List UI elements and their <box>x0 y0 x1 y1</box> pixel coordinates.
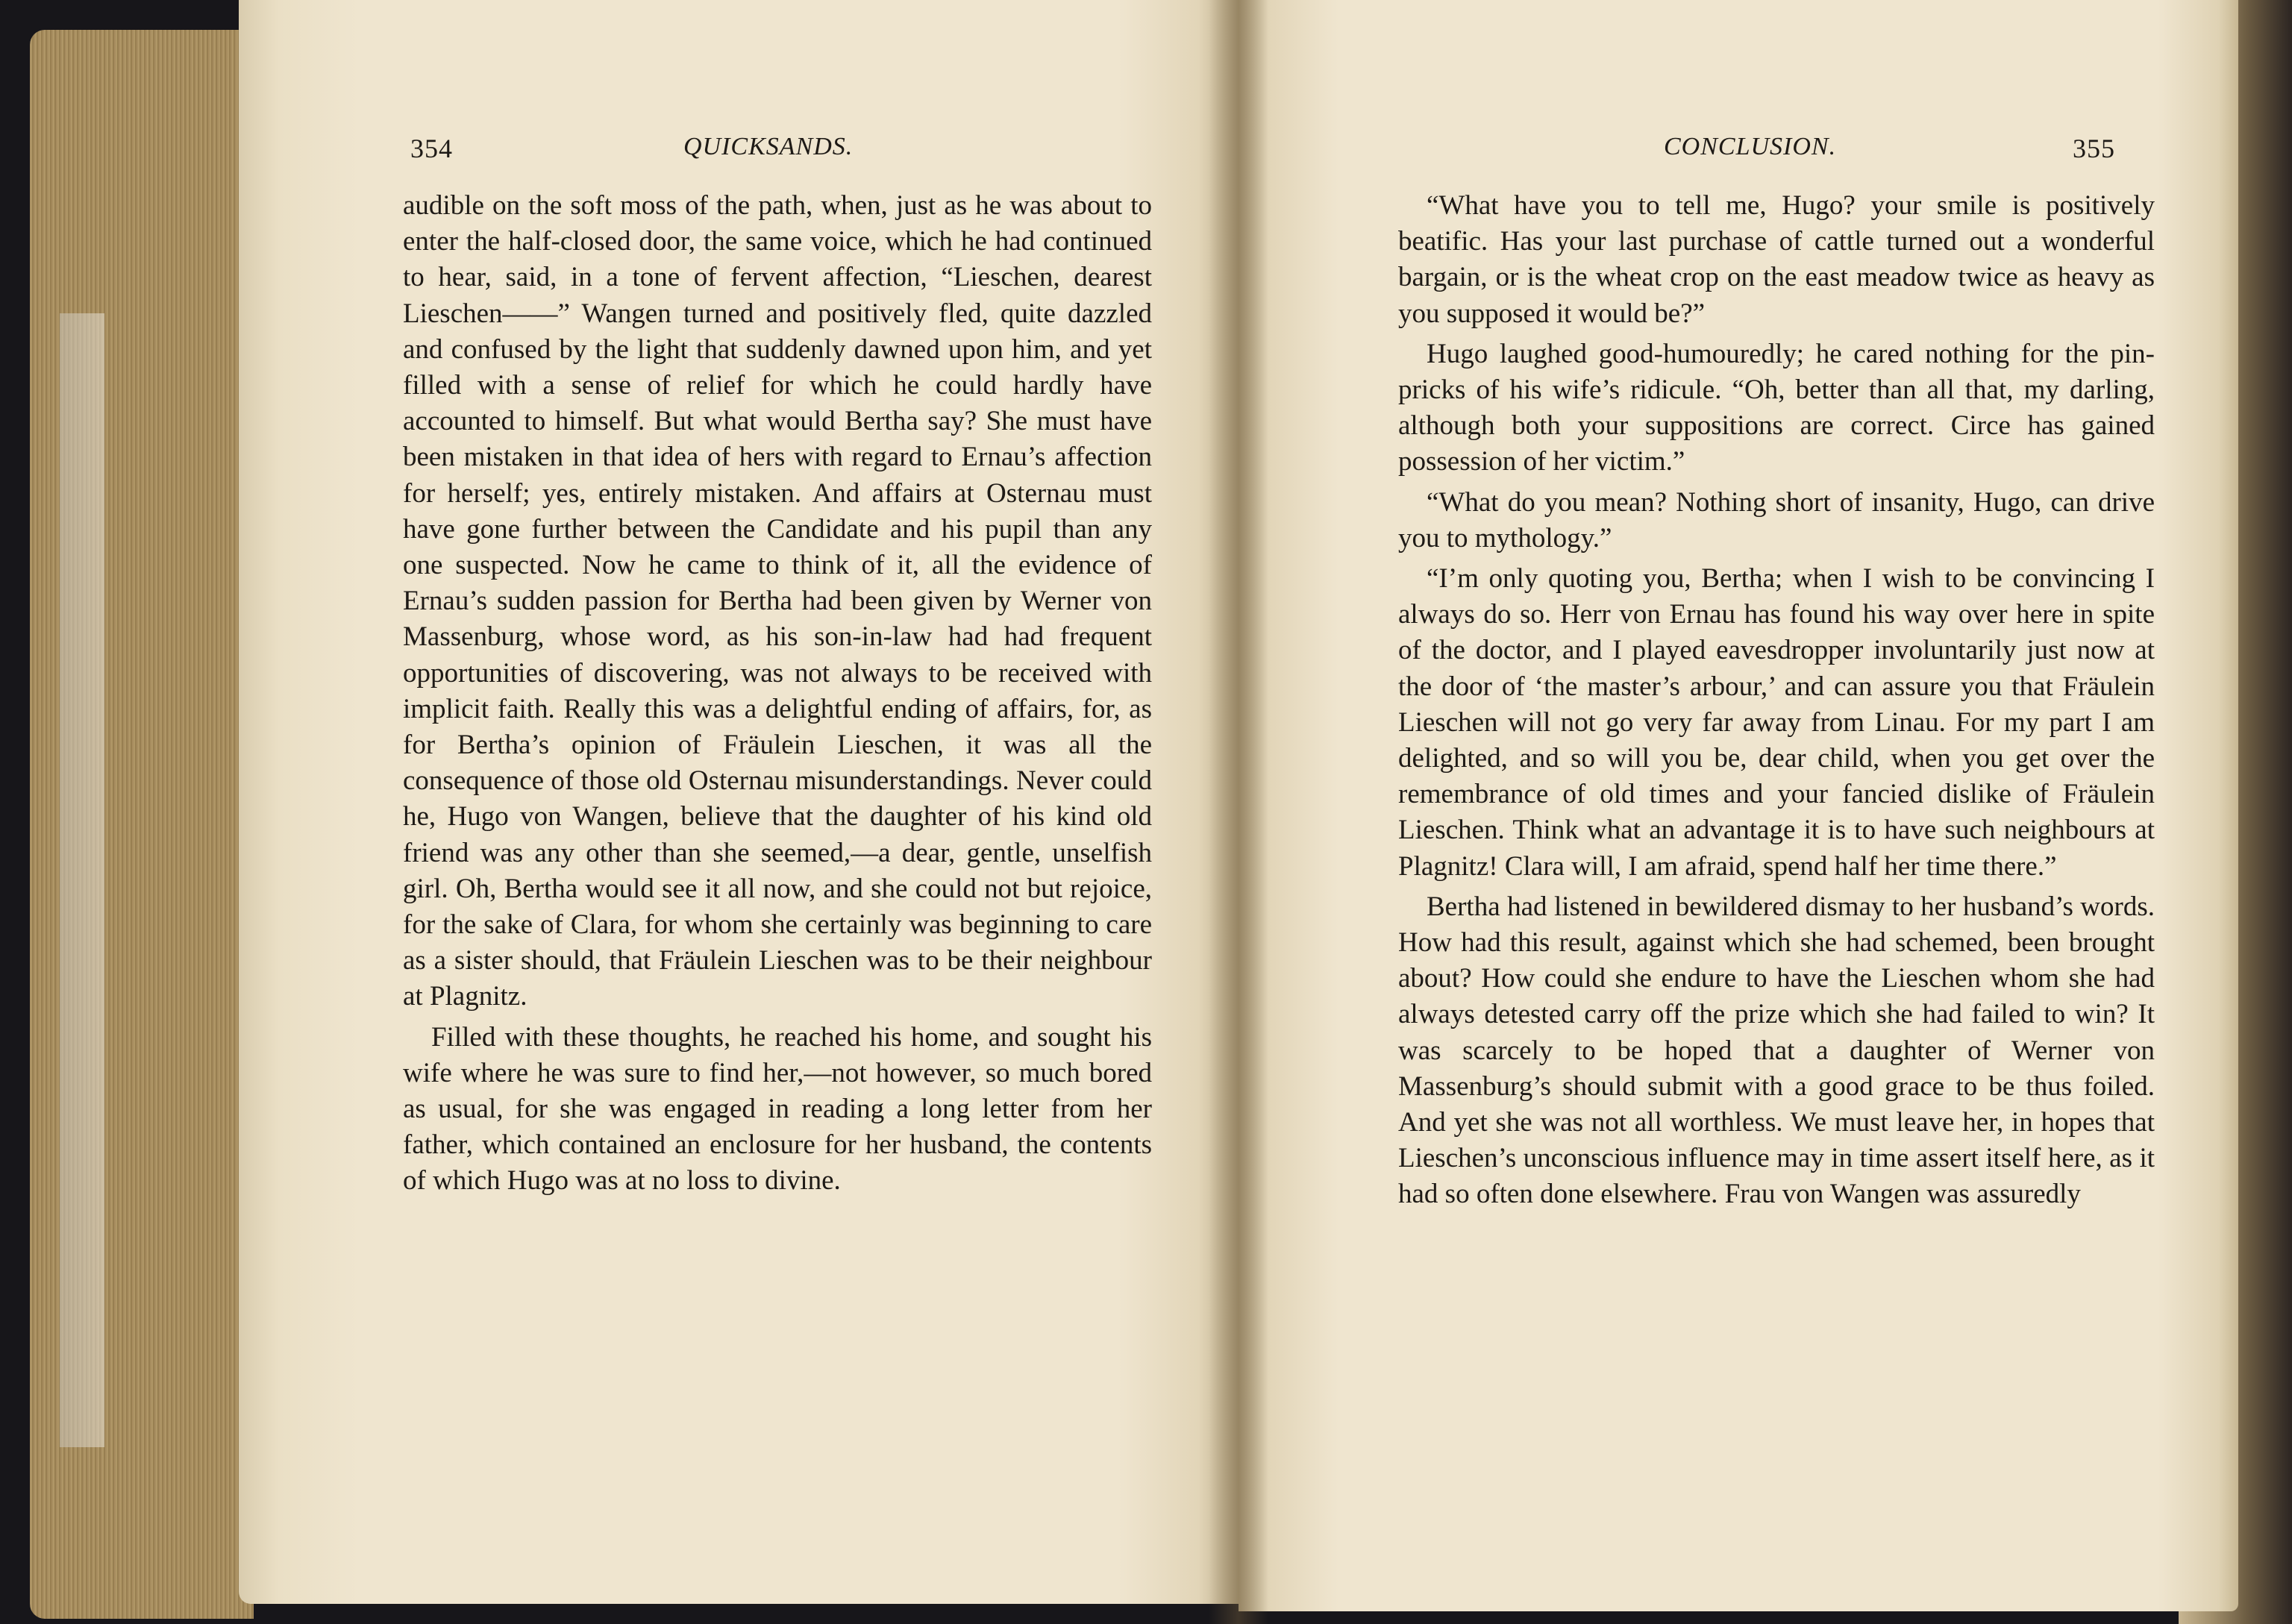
paragraph: Bertha had listened in bewildered dismay to her husband’s words. How had this result, against which she had schemed, been brought about? How could she endure to have the Lieschen whom she had always detested carry off the prize which she had failed to win? It was scarcely to be hoped that a daughter of Werner von Massenburg’s should submit with a good grace to be thus foiled. And yet she was not all worthless. We must leave her, in hopes that Lieschen’s unconscious influence may in time assert itself here, as it had so often done elsewhere. Frau von Wangen was assuredly <box>1398 891 2155 1210</box>
paragraph: “What have you to tell me, Hugo? your smile is positively beatific. Has your last purchase of cattle turned out a wonderful bargain, or is the wheat crop on the east meadow twice as heavy as you supposed it would be?” <box>1398 190 2155 329</box>
bookmark-strip <box>60 313 104 1447</box>
page-number-right: 355 <box>2073 134 2115 163</box>
paragraph: Filled with these thoughts, he reached his home, and sought his wife where he was sure to find her,—not however, so much bored as usual, for she was engaged in reading a long letter from her father, which contained an enclosure for her husband, the contents of which Hugo was at no loss to divine. <box>403 1021 1152 1197</box>
page-number-left: 354 <box>410 134 453 163</box>
paragraph: Hugo laughed good-humouredly; he cared nothing for the pin-pricks of his wife’s ridicule. “Oh, better than all that, my darling, although both your suppositions are correct. Circe has gained possession of her victim.” <box>1398 338 2155 477</box>
paragraph: audible on the soft moss of the path, when, just as he was about to enter the half-closed door, the same voice, which he had continued to hear, said, in a tone of fervent affection, “Lieschen, dearest Lieschen——” Wangen turned and positively fled, quite dazzled and confused by the light that suddenly dawned upon him, and yet filled with a sense of relief for which he could hardly have accounted to himself. But what would Bertha say? She must have been mistaken in that idea of hers with regard to Ernau’s affection for herself; yes, entirely mistaken. And affairs at Osternau must have gone further between the Candidate and his pupil than any one suspected. Now he came to think of it, all the evidence of Ernau’s sudden passion for Bertha had been given by Werner von Massenburg, whose word, as his son-in-law had had frequent opportunities of discovering, was not always to be received with implicit faith. Really this was a delightful ending of affairs, for, as for Bertha’s opinion of Fräulein Lieschen, it was all the consequence of those old Osternau misunderstandings. Never could he, Hugo von Wangen, believe that the daughter of his kind old friend was any other than she seemed,—a dear, gentle, unselfish girl. Oh, Bertha would see it all now, and she could not but rejoice, for the sake of Clara, for whom she certainly was beginning to care as a sister should, that Fräulein Lieschen was to be their neighbour at Plagnitz. <box>403 190 1152 1012</box>
right-page <box>1239 0 2238 1611</box>
running-title-left: QUICKSANDS. <box>683 133 854 160</box>
right-page-text <box>1398 188 2155 1213</box>
left-page <box>239 0 1239 1604</box>
book-gutter <box>1209 0 1268 1624</box>
paragraph: “What do you mean? Nothing short of insanity, Hugo, can drive you to mythology.” <box>1398 486 2155 554</box>
left-page-text <box>403 188 1152 1200</box>
paragraph: “I’m only quoting you, Bertha; when I wish to be convincing I always do so. Herr von Ernau has found his way over here in spite of the doctor, and I played eavesdropper involuntarily just now at the door of ‘the master’s arbour,’ and can assure you that Fräulein Lieschen will not go very far away from Linau. For my part I am delighted, and so will you be, dear child, when you get over the remembrance of old times and your fancied dislike of Fräulein Lieschen. Think what an advantage it is to have such neighbours at Plagnitz! Clara will, I am afraid, spend half her time there.” <box>1398 563 2155 882</box>
running-title-right: CONCLUSION. <box>1664 133 1837 160</box>
